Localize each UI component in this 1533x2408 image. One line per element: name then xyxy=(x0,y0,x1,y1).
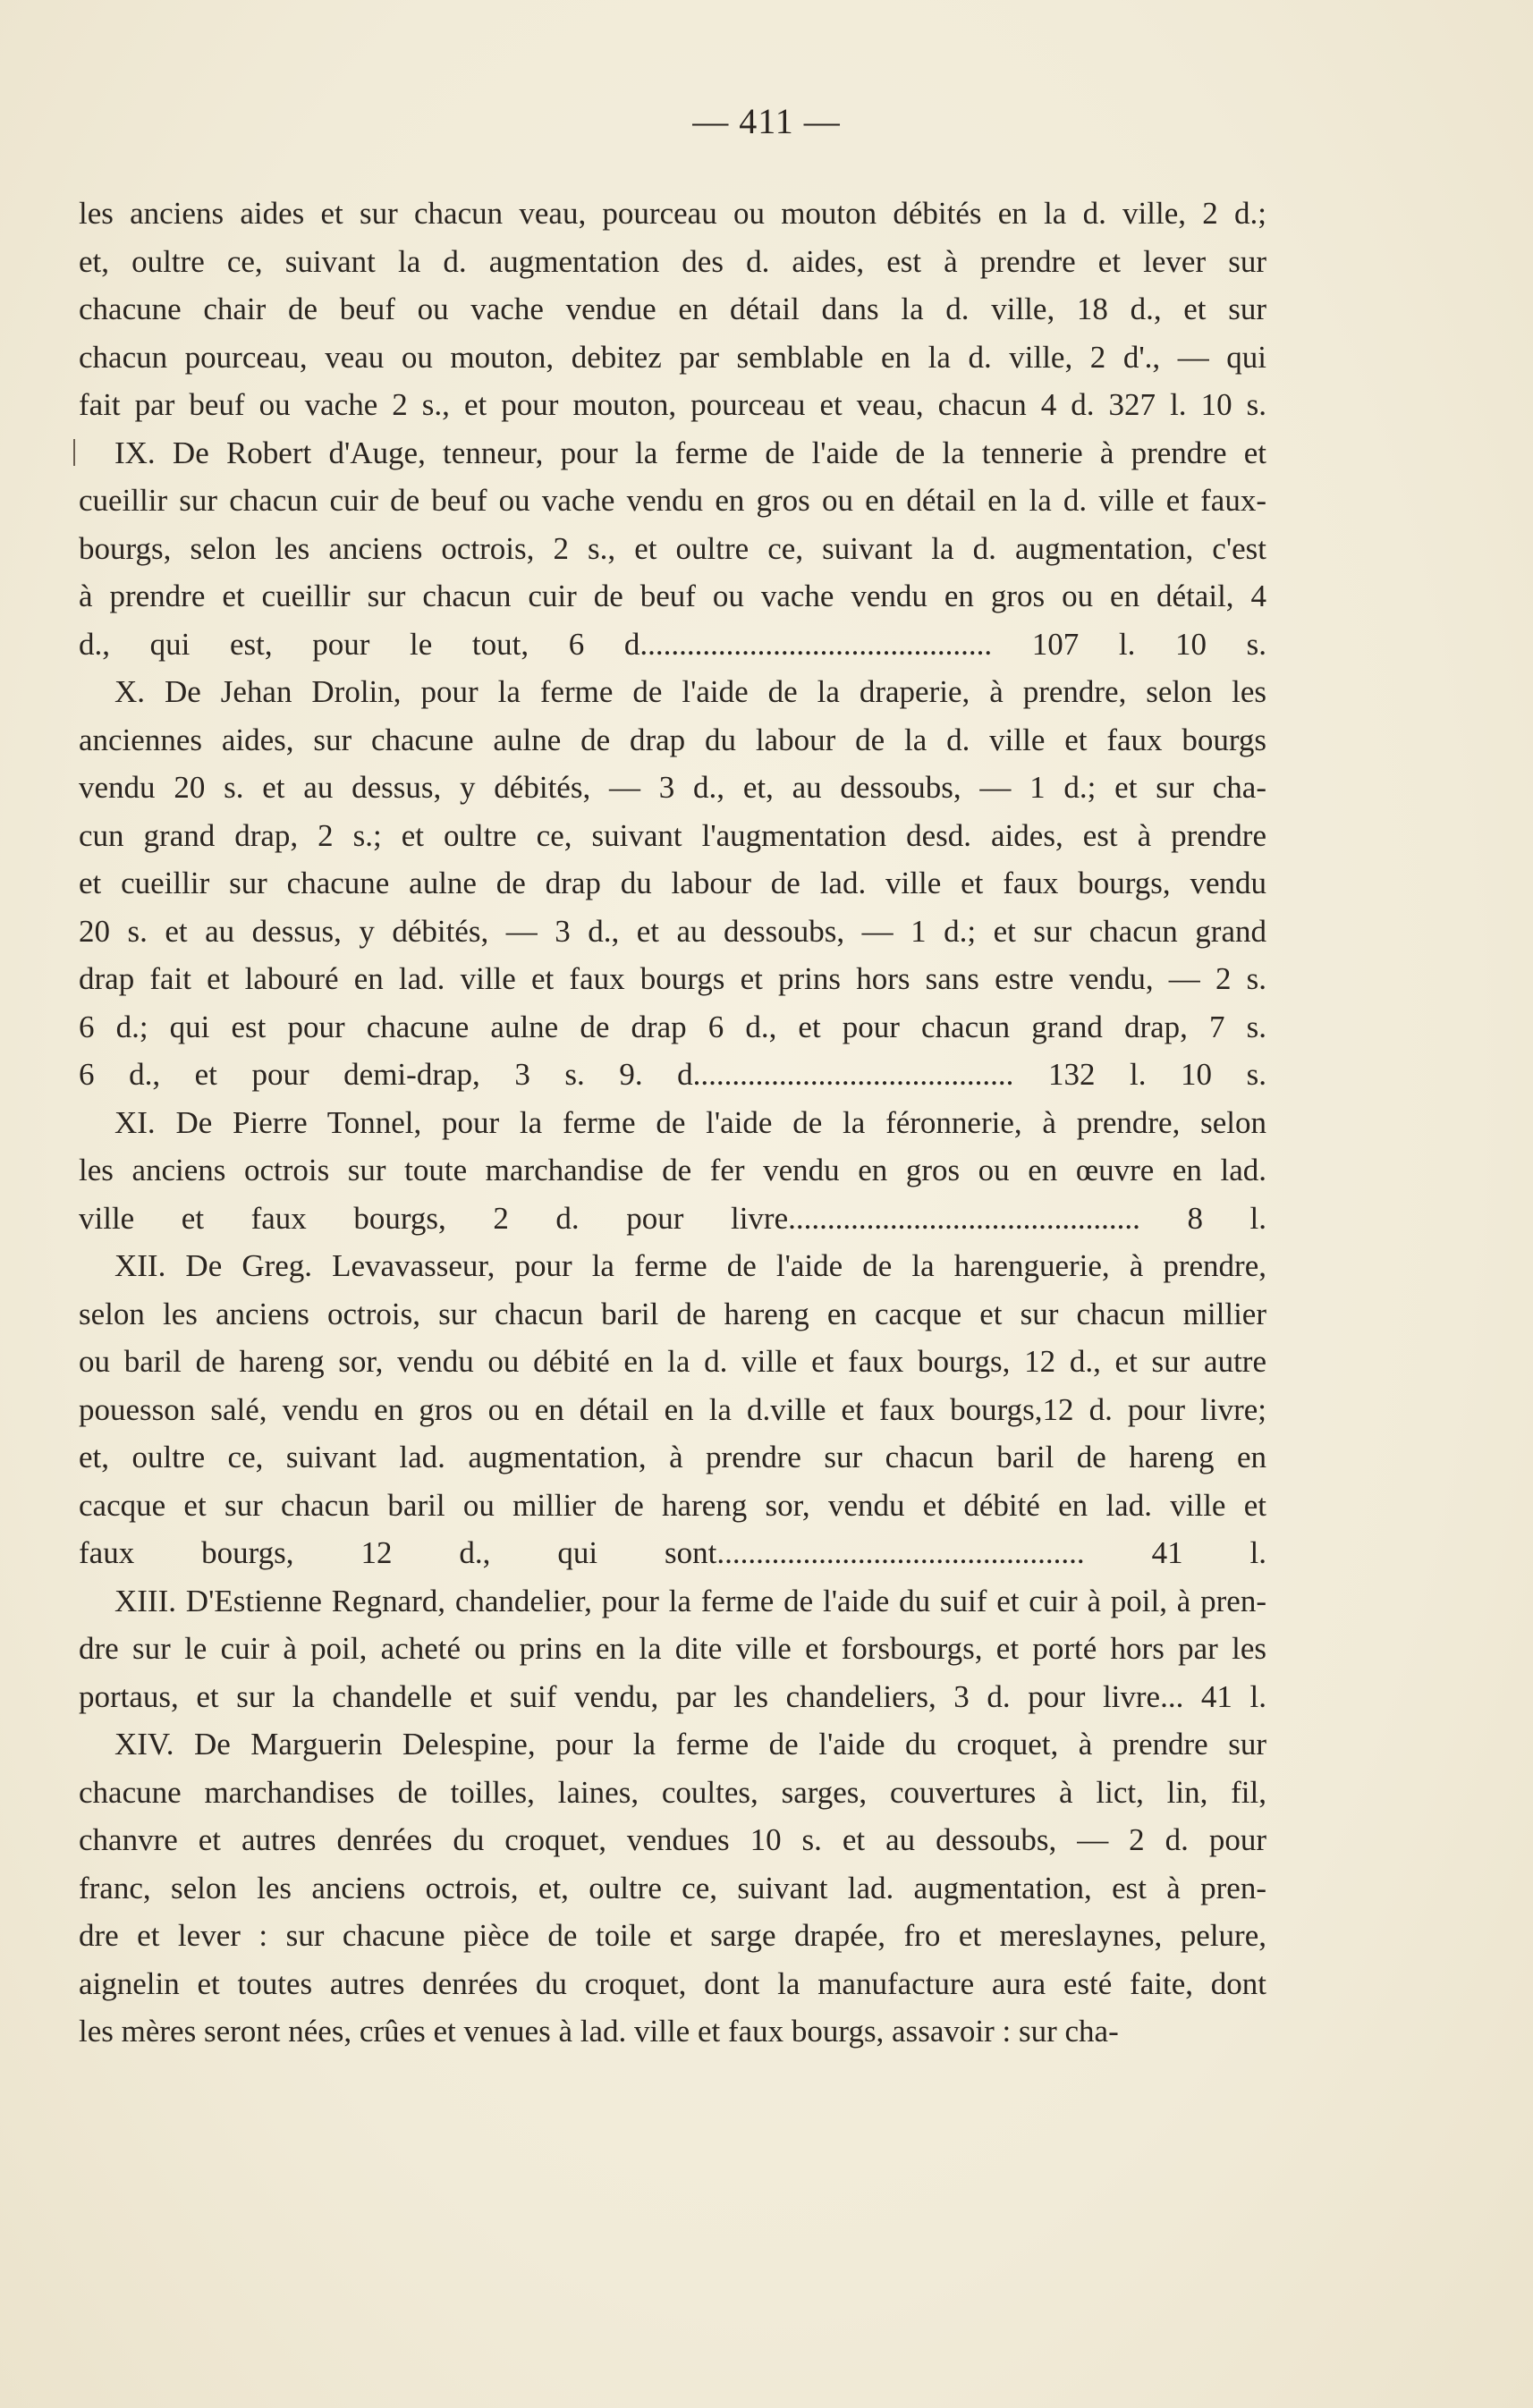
body-text xyxy=(79,190,1266,2056)
text-line: les anciens aides et sur chacun veau, pourceau ou mouton débités en la d. ville, 2 d.; xyxy=(79,196,1266,231)
text-line: faux bourgs, 12 d., qui sont............................................... 41 l. xyxy=(79,1535,1266,1570)
text-line: et, oultre ce, suivant la d. augmentation des d. aides, est à prendre et lever sur xyxy=(79,243,1266,279)
paragraph-start-line: XIII. D'Estienne Regnard, chandelier, pour la ferme de l'aide du suif et cuir à poil, à pren- xyxy=(114,1583,1266,1618)
paragraph-start-line: IX. De Robert d'Auge, tenneur, pour la ferme de l'aide de la tennerie à prendre et xyxy=(114,435,1266,470)
text-line: cun grand drap, 2 s.; et oultre ce, suivant l'augmentation desd. aides, est à prendre xyxy=(79,817,1266,853)
text-line: ville et faux bourgs, 2 d. pour livre............................................. 8 l. xyxy=(79,1200,1266,1236)
text-line: d., qui est, pour le tout, 6 d............................................. 107 l. 10 s. xyxy=(79,626,1266,662)
text-line: drap fait et labouré en lad. ville et faux bourgs et prins hors sans estre vendu, — 2 s. xyxy=(79,961,1266,996)
paragraph-start-line: XII. De Greg. Levavasseur, pour la ferme de l'aide de la harenguerie, à prendre, xyxy=(114,1248,1266,1283)
margin-mark xyxy=(73,439,75,466)
text-line: chanvre et autres denrées du croquet, vendues 10 s. et au dessoubs, — 2 d. pour xyxy=(79,1822,1266,1857)
text-line: ou baril de hareng sor, vendu ou débité en la d. ville et faux bourgs, 12 d., et sur autre xyxy=(79,1344,1266,1379)
text-line: selon les anciens octrois, sur chacun baril de hareng en cacque et sur chacun millier xyxy=(79,1296,1266,1331)
paragraph-start-line: XIV. De Marguerin Delespine, pour la ferme de l'aide du croquet, à prendre sur xyxy=(114,1727,1266,1762)
text-line: les anciens octrois sur toute marchandise de fer vendu en gros ou en œuvre en lad. xyxy=(79,1153,1266,1187)
text-line: cueillir sur chacun cuir de beuf ou vache vendu en gros ou en détail en la d. ville et faux- xyxy=(79,483,1266,518)
text-line: portaus, et sur la chandelle et suif vendu, par les chandeliers, 3 d. pour livre... 41 l. xyxy=(79,1678,1266,1714)
page-number: — 411 — xyxy=(692,101,841,141)
text-line: aignelin et toutes autres denrées du croquet, dont la manufacture aura esté faite, dont xyxy=(79,1965,1266,2001)
text-line: fait par beuf ou vache 2 s., et pour mouton, pourceau et veau, chacun 4 d. 327 l. 10 s. xyxy=(79,387,1266,422)
text-line: et cueillir sur chacune aulne de drap du labour de lad. ville et faux bourgs, vendu xyxy=(79,866,1266,900)
text-line: cacque et sur chacun baril ou millier de hareng sor, vendu et débité en lad. ville et xyxy=(79,1487,1266,1523)
text-line: bourgs, selon les anciens octrois, 2 s., et oultre ce, suivant la d. augmentation, c'est xyxy=(79,530,1266,566)
text-line: 6 d.; qui est pour chacune aulne de drap 6 d., et pour chacun grand drap, 7 s. xyxy=(79,1009,1266,1044)
text-line: et, oultre ce, suivant lad. augmentation, à prendre sur chacun baril de hareng en xyxy=(79,1440,1266,1474)
text-line: 6 d., et pour demi-drap, 3 s. 9. d......................................... 132 l. 10 s. xyxy=(79,1057,1266,1092)
text-line: chacun pourceau, veau ou mouton, debitez par semblable en la d. ville, 2 d'., — qui xyxy=(79,339,1266,375)
text-line: les mères seront nées, crûes et venues à lad. ville et faux bourgs, assavoir : sur cha- xyxy=(79,2014,1119,2049)
text-line: vendu 20 s. et au dessus, y débités, — 3 d., et, au dessoubs, — 1 d.; et sur cha- xyxy=(79,770,1266,805)
text-line: franc, selon les anciens octrois, et, oultre ce, suivant lad. augmentation, est à pren- xyxy=(79,1870,1266,1905)
text-line: chacune chair de beuf ou vache vendue en détail dans la d. ville, 18 d., et sur xyxy=(79,291,1266,326)
text-line: pouesson salé, vendu en gros ou en détail en la d.ville et faux bourgs,12 d. pour livre; xyxy=(79,1391,1266,1427)
text-line: dre et lever : sur chacune pièce de toile et sarge drapée, fro et mereslaynes, pelure, xyxy=(79,1918,1266,1953)
paragraph-start-line: XI. De Pierre Tonnel, pour la ferme de l'aide de la féronnerie, à prendre, selon xyxy=(114,1104,1266,1140)
text-line: anciennes aides, sur chacune aulne de drap du labour de la d. ville et faux bourgs xyxy=(79,722,1266,757)
text-line: 20 s. et au dessus, y débités, — 3 d., et au dessoubs, — 1 d.; et sur chacun grand xyxy=(79,913,1266,949)
paragraph-start-line: X. De Jehan Drolin, pour la ferme de l'aide de la draperie, à prendre, selon les xyxy=(114,674,1266,709)
text-line: à prendre et cueillir sur chacun cuir de beuf ou vache vendu en gros ou en détail, 4 xyxy=(79,579,1266,613)
text-line: chacune marchandises de toilles, laines, coultes, sarges, couvertures à lict, lin, fil, xyxy=(79,1774,1266,1810)
text-line: dre sur le cuir à poil, acheté ou prins en la dite ville et forsbourgs, et porté hors par les xyxy=(79,1631,1266,1666)
